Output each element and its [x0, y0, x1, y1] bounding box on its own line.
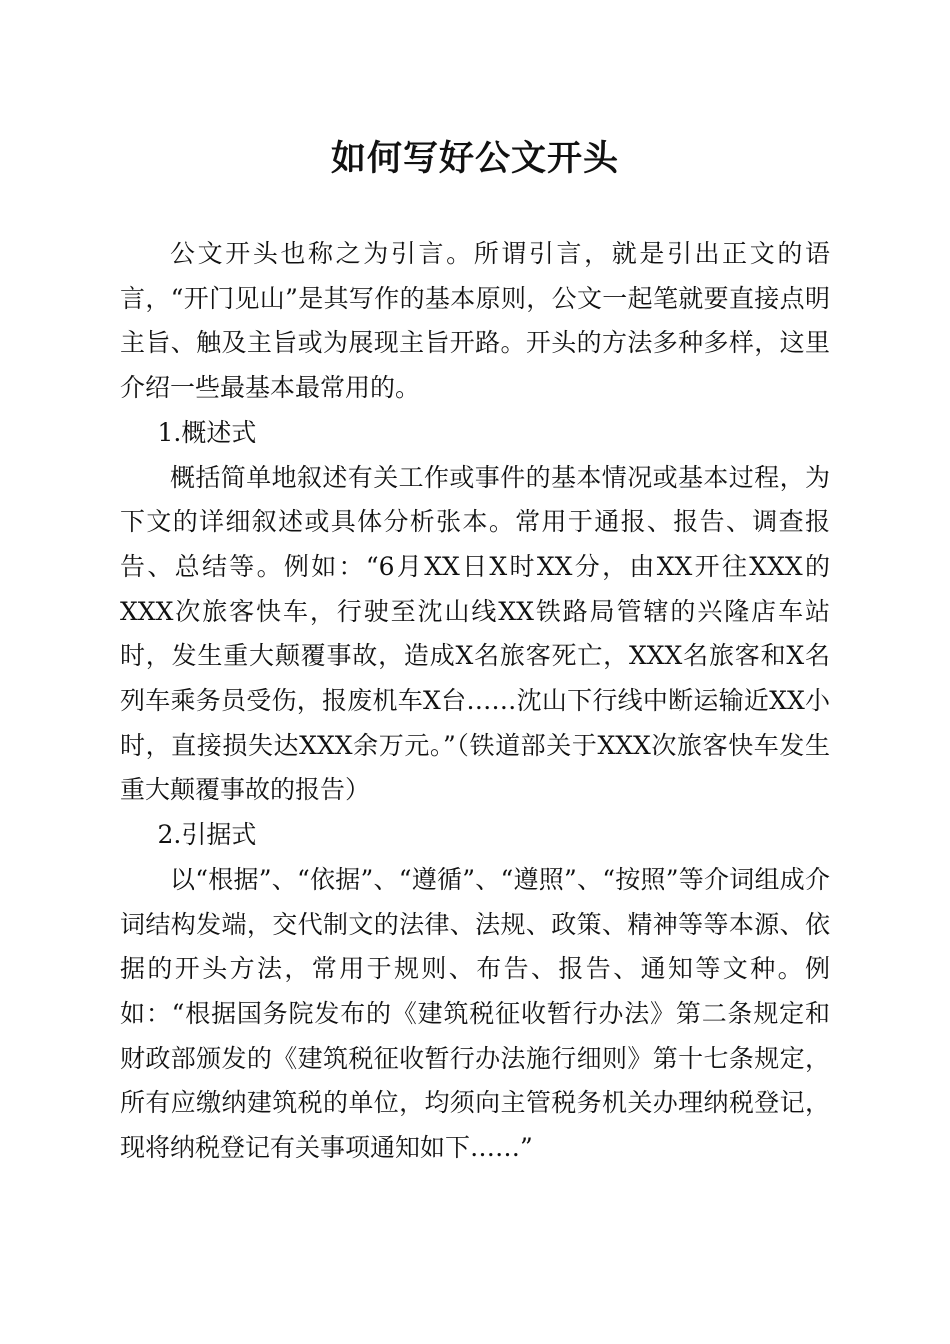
section-heading-summary: 1.概述式	[157, 417, 257, 447]
intro-paragraph: 公文开头也称之为引言。所谓引言，就是引出正文的语言，“开门见山”是其写作的基本原则，公文一起笔就要直接点明主旨、触及主旨或为展现主旨开路。开头的方法多种多样，这里介绍一些最基本最常用的。	[120, 239, 830, 403]
document-body	[120, 232, 830, 1171]
citation-paragraph: 以“根据”、“依据”、“遵循”、“遵照”、“按照”等介词组成介词结构发端，交代制文的法律、法规、政策、精神等等本源、依据的开头方法，常用于规则、布告、报告、通知等文种。例如：“根据国务院发布的《建筑税征收暂行办法》第二条规定和财政部颁发的《建筑税征收暂行办法施行细则》第十七条规定，所有应缴纳建筑税的单位，均须向主管税务机关办理纳税登记，现将纳税登记有关事项通知如下……”	[120, 864, 830, 1163]
document-title: 如何写好公文开头	[330, 138, 619, 179]
summary-paragraph: 概括简单地叙述有关工作或事件的基本情况或基本过程，为下文的详细叙述或具体分析张本。常用于通报、报告、调查报告、总结等。例如：“6月XX日X时XX分，由XX开往XXX的XXX次旅客快车，行驶至沈山线XX铁路局管辖的兴隆店车站时，发生重大颠覆事故，造成X名旅客死亡，XXX名旅客和X名列车乘务员受伤，报废机车X台……沈山下行线中断运输近XX小时，直接损失达XXX余万元。”（铁道部关于XXX次旅客快车发生重大颠覆事故的报告）	[120, 462, 830, 805]
section-heading-citation: 2.引据式	[157, 820, 257, 850]
